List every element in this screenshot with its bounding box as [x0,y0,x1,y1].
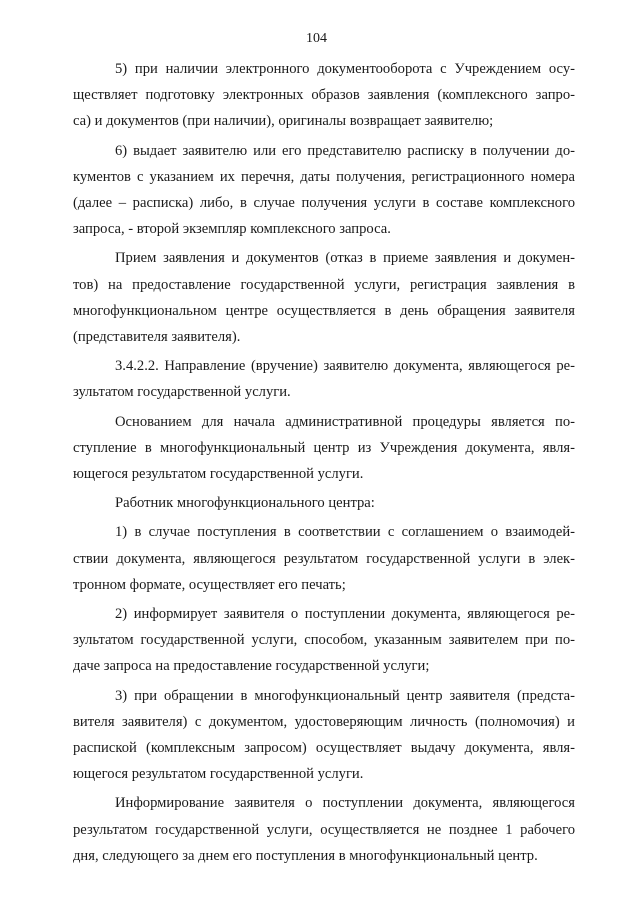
text-line: ществляет подготовку электронных образов заявления (комплексного запро- [73,87,575,104]
text-line: Информирование заявителя о поступлении документа, являющегося [115,795,575,812]
text-line: дня, следующего за днем его поступления в многофункциональный центр. [73,847,538,864]
text-line: вителя заявителя) с документом, удостоверяющим личность (полномочия) и [73,713,575,730]
text-line: 3) при обращении в многофункциональный центр заявителя (предста- [115,687,575,704]
text-line: многофункциональном центре осуществляется в день обращения заявителя [73,302,575,319]
text-line: (представителя заявителя). [73,329,241,346]
text-line: зультатом государственной услуги, способом, указанным заявителем при по- [73,632,575,649]
paragraph [73,409,575,488]
text-line: даче запроса на предоставление государственной услуги; [73,658,430,675]
text-line: 1) в случае поступления в соответствии с соглашением о взаимодей- [115,524,575,541]
paragraph [73,790,575,869]
text-line: 3.4.2.2. Направление (вручение) заявителю документа, являющегося ре- [115,358,575,375]
text-line: кументов с указанием их перечня, даты получения, регистрационного номера [73,168,575,185]
text-line: запроса, - второй экземпляр комплексного запроса. [73,221,391,238]
paragraph [73,245,575,350]
page-number: 104 [306,31,327,46]
text-line: ступление в многофункциональный центр из Учреждения документа, явля- [73,439,575,456]
paragraph [73,490,575,516]
text-line: Прием заявления и документов (отказ в приеме заявления и докумен- [115,250,575,267]
text-line: результатом государственной услуги, осуществляется не позднее 1 рабочего [73,821,575,838]
paragraph [73,138,575,243]
text-line: распиской (комплексным запросом) осуществляет выдачу документа, явля- [73,740,575,757]
text-line: ющегося результатом государственной услуги. [73,466,364,483]
text-line: 2) информирует заявителя о поступлении документа, являющегося ре- [115,606,575,623]
paragraph [73,56,575,135]
text-line: ствии документа, являющегося результатом государственной услуги в элек- [73,550,575,567]
text-line: 5) при наличии электронного документооборота с Учреждением осу- [115,61,575,77]
text-line: зультатом государственной услуги. [73,384,291,401]
text-line: ющегося результатом государственной услуги. [73,766,364,783]
text-line: тронном формате, осуществляет его печать; [73,576,346,593]
paragraph [73,683,575,788]
text-line: 6) выдает заявителю или его представителю расписку в получении до- [115,142,575,159]
text-line: Основанием для начала административной процедуры является по- [115,413,575,430]
text-line: Работник многофункционального центра: [115,495,375,512]
text-line: тов) на предоставление государственной услуги, регистрация заявления в [73,276,575,293]
document-body [73,56,575,872]
text-line: са) и документов (при наличии), оригиналы возвращает заявителю; [73,113,494,130]
text-line: (далее – расписка) либо, в случае получения услуги в составе комплексного [73,195,575,212]
paragraph [73,519,575,598]
paragraph [73,601,575,680]
paragraph [73,353,575,405]
